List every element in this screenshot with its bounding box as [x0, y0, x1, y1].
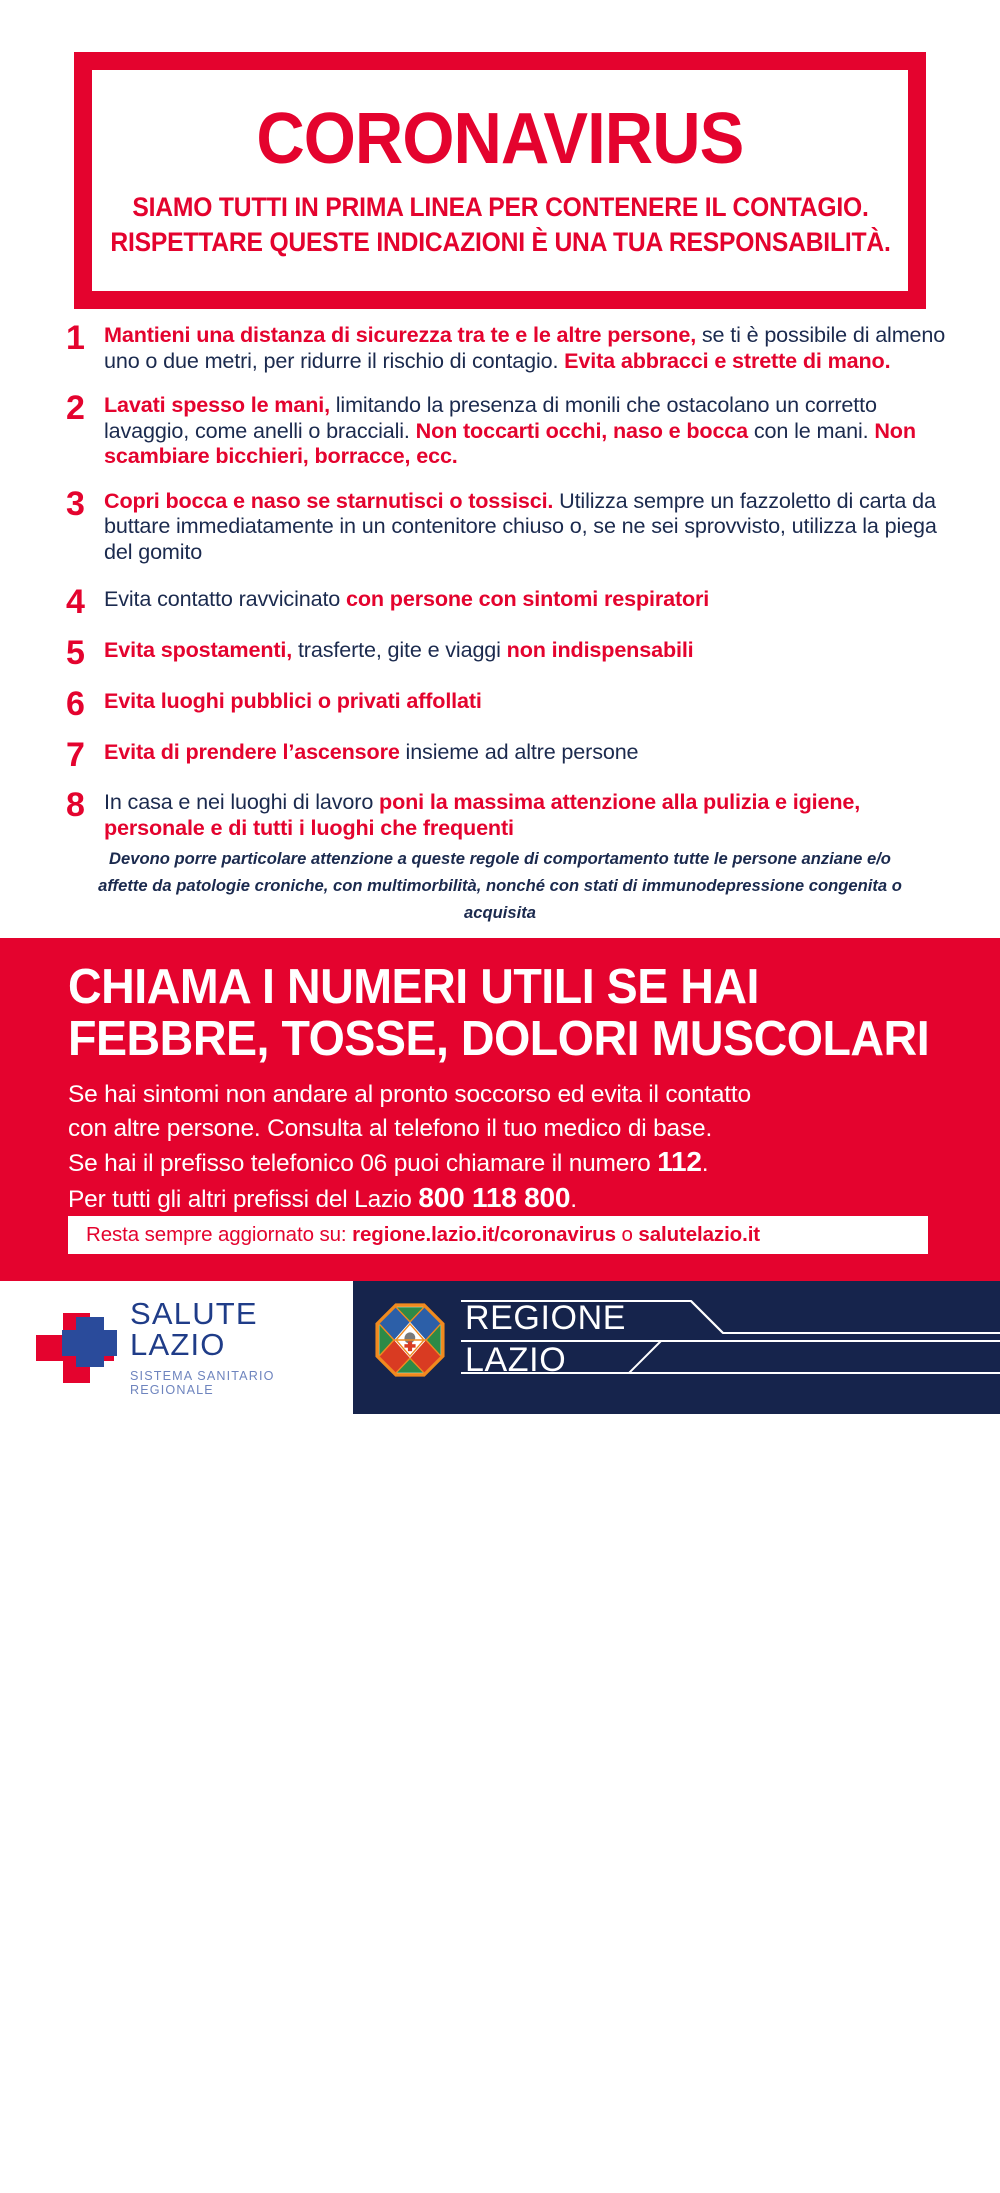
- list-item: [66, 786, 946, 840]
- emergency-number-112: 112: [657, 1146, 702, 1177]
- list-item: [66, 583, 946, 621]
- list-item-number: 3: [66, 484, 85, 523]
- list-item-number: 4: [66, 583, 85, 621]
- header-banner: [74, 52, 926, 309]
- list-item-text: Evita contatto ravvicinato con persone con sintomi respiratori: [104, 586, 710, 611]
- list-item: [66, 685, 946, 723]
- band-body-line-3: [68, 1145, 938, 1181]
- header-inner-box: [92, 70, 908, 291]
- list-item-text: Evita di prendere l’ascensore insieme ad altre persone: [104, 739, 639, 764]
- list-item-number: 7: [66, 736, 85, 774]
- emergency-prefix-text: Se hai il prefisso telefonico 06 puoi chiamare il numero: [68, 1150, 658, 1177]
- header-subtitle-line-1: SIAMO TUTTI IN PRIMA LINEA PER CONTENERE IL CONTAGIO.: [131, 191, 869, 222]
- list-item: [66, 389, 946, 469]
- list-item-text: Mantieni una distanza di sicurezza tra te e le altre persone, se ti è possibile di almeno uno o due metri, per ridurre il rischio di contagio. Evita abbracci e strette di mano.: [104, 322, 946, 373]
- band-body-line-2: con altre persone. Consulta al telefono il tuo medico di base.: [68, 1114, 713, 1142]
- website-link-regione[interactable]: regione.lazio.it/coronavirus: [352, 1223, 616, 1246]
- list-item: [66, 484, 946, 565]
- stay-updated-prefix: Resta sempre aggiornato su:: [86, 1223, 353, 1246]
- list-item: [66, 736, 946, 774]
- list-item: [66, 634, 946, 672]
- recommendations-list: [66, 319, 946, 840]
- stay-updated-box: [68, 1216, 928, 1254]
- toll-free-suffix-text: .: [570, 1185, 577, 1213]
- list-item-text: Evita spostamenti, trasferte, gite e viaggi non indispensabili: [104, 637, 694, 662]
- medical-cross-icon: [36, 1313, 114, 1383]
- footnote: Devono porre particolare attenzione a queste regole di comportamento tutte le persone anziane e/o affette da patologie croniche, con multimorbilità, nonché con stati di immunodepressione congenita o acquisita: [98, 849, 902, 922]
- cross-blue-horizontal-bar: [62, 1330, 117, 1356]
- band-body-line-1: Se hai sintomi non andare al pronto soccorso ed evita il contatto: [68, 1081, 751, 1108]
- list-item-number: 8: [66, 786, 85, 824]
- list-item-text: In casa e nei luoghi di lavoro poni la massima attenzione alla pulizia e igiene, personale e di tutti i luoghi che frequenti: [104, 789, 861, 840]
- band-headline-line-1: CHIAMA I NUMERI UTILI SE HAI: [68, 960, 759, 1014]
- header-subtitle: [110, 190, 890, 260]
- band-headline: [68, 960, 930, 1066]
- stay-updated-line: [86, 1223, 760, 1247]
- salute-lazio-wordmark: [130, 1298, 353, 1397]
- band-body-text: [68, 1078, 938, 1216]
- band-headline-line-2: FEBBRE, TOSSE, DOLORI MUSCOLARI: [68, 1011, 930, 1066]
- salute-lazio-subtitle: SISTEMA SANITARIO REGIONALE: [130, 1369, 275, 1397]
- band-body-line-4: [68, 1181, 938, 1217]
- list-item-text: Evita luoghi pubblici o privati affollati: [104, 688, 482, 713]
- list-item: [66, 319, 946, 373]
- regione-lazio-line-1: REGIONE: [465, 1299, 627, 1337]
- header-subtitle-line-2: RISPETTARE QUESTE INDICAZIONI È UNA TUA RESPONSABILITÀ.: [109, 226, 891, 257]
- list-item-number: 5: [66, 634, 85, 672]
- salute-lazio-logo-block: [0, 1281, 353, 1414]
- website-link-salutelazio[interactable]: salutelazio.it: [638, 1223, 761, 1246]
- credit-text-vertical: Testi elaborati con il supporto dell'INMI Spallanzani: [948, 1923, 960, 2193]
- footer: [0, 1281, 1000, 1414]
- page-title: CORONAVIRUS: [256, 99, 744, 180]
- regione-lazio-coat-of-arms-icon: [375, 1303, 445, 1377]
- regione-lazio-wordmark: [465, 1297, 626, 1381]
- toll-free-number: 800 118 800: [418, 1181, 571, 1213]
- list-item-text: Lavati spesso le mani, limitando la presenza di monili che ostacolano un corretto lavaggio, come anelli o bracciali. Non toccarti occhi, naso e bocca con le mani. Non scambiare bicchieri, borracce, ecc.: [104, 392, 916, 468]
- list-item-text: Copri bocca e naso se starnutisci o tossisci. Utilizza sempre un fazzoletto di carta da buttare immediatamente in un contenitore chiuso o, se ne sei sprovvisto, utilizza la piega del gomito: [104, 487, 937, 564]
- stay-updated-separator: o: [615, 1223, 639, 1246]
- regione-lazio-logo-block: [353, 1281, 1000, 1414]
- salute-lazio-title: SALUTE LAZIO: [130, 1296, 258, 1362]
- list-item-number: 1: [66, 319, 85, 357]
- emergency-suffix-text: .: [701, 1150, 709, 1177]
- toll-free-prefix-text: Per tutti gli altri prefissi del Lazio: [68, 1185, 419, 1213]
- regione-lazio-line-2: LAZIO: [465, 1341, 567, 1379]
- list-item-number: 6: [66, 685, 85, 723]
- list-item-number: 2: [66, 389, 85, 427]
